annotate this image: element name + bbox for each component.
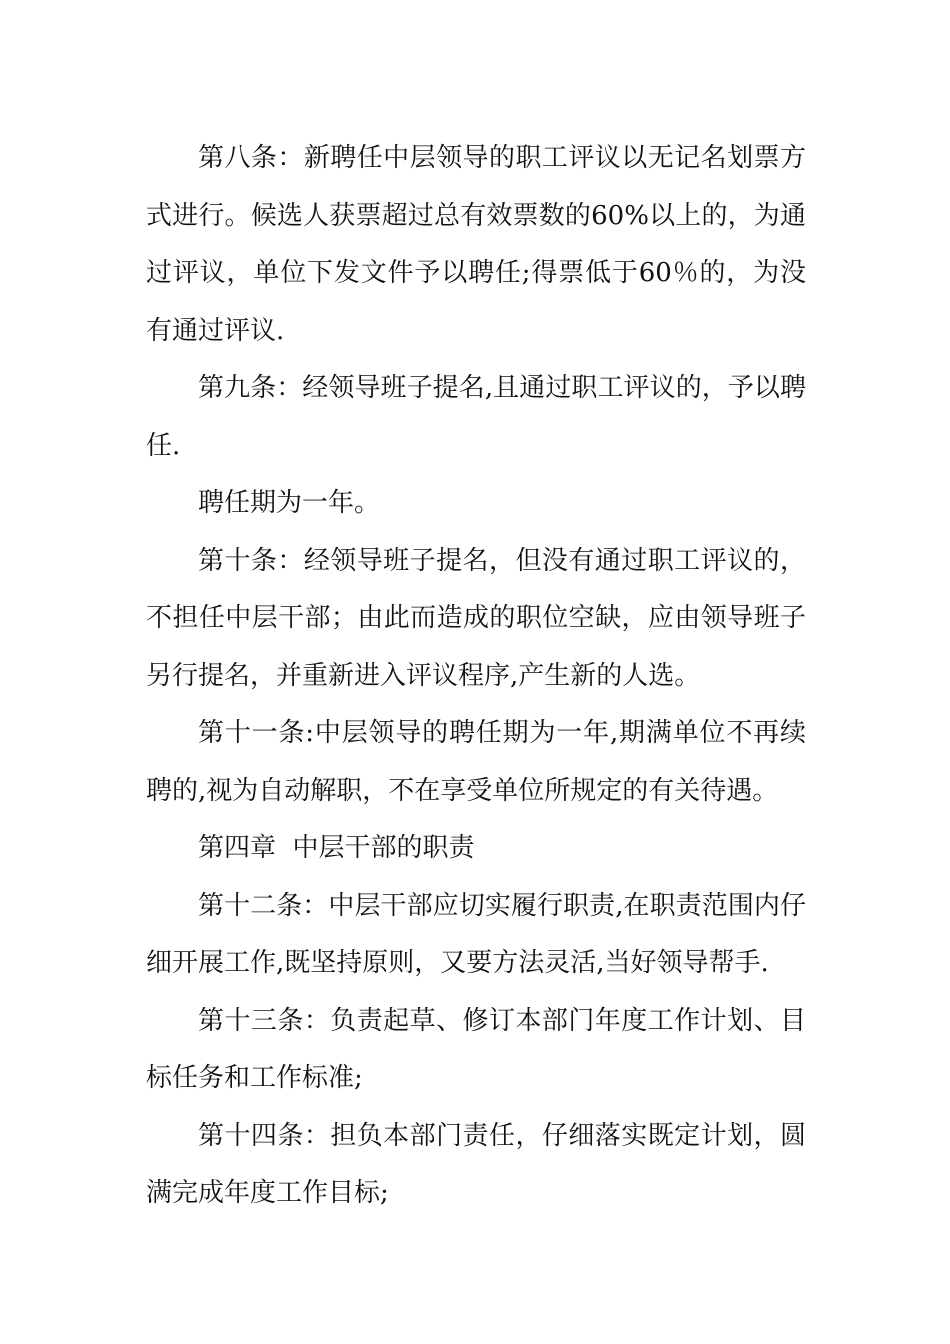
article-12-paragraph: 第十二条：中层干部应切实履行职责,在职责范围内仔细开展工作,既坚持原则，又要方法灵活,当好领导帮手. <box>146 890 806 978</box>
document-body <box>146 130 806 1223</box>
article-9-paragraph: 第九条：经领导班子提名,且通过职工评议的，予以聘任. <box>146 373 806 461</box>
article-11-paragraph: 第十一条:中层领导的聘任期为一年,期满单位不再续聘的,视为自动解职，不在享受单位所规定的有关待遇。 <box>146 718 806 806</box>
article-14-paragraph: 第十四条：担负本部门责任，仔细落实既定计划，圆满完成年度工作目标; <box>146 1120 806 1208</box>
term-paragraph: 聘任期为一年。 <box>198 488 381 518</box>
chapter-4-heading: 第四章 中层干部的职责 <box>198 833 475 863</box>
article-13-paragraph: 第十三条：负责起草、修订本部门年度工作计划、目标任务和工作标准; <box>146 1005 806 1093</box>
article-8-paragraph: 第八条：新聘任中层领导的职工评议以无记名划票方式进行。候选人获票超过总有效票数的60%以上的，为通过评议，单位下发文件予以聘任;得票低于60％的，为没有通过评议. <box>146 143 806 346</box>
article-10-paragraph: 第十条：经领导班子提名，但没有通过职工评议的，不担任中层干部；由此而造成的职位空缺，应由领导班子另行提名，并重新进入评议程序,产生新的人选。 <box>146 545 806 691</box>
